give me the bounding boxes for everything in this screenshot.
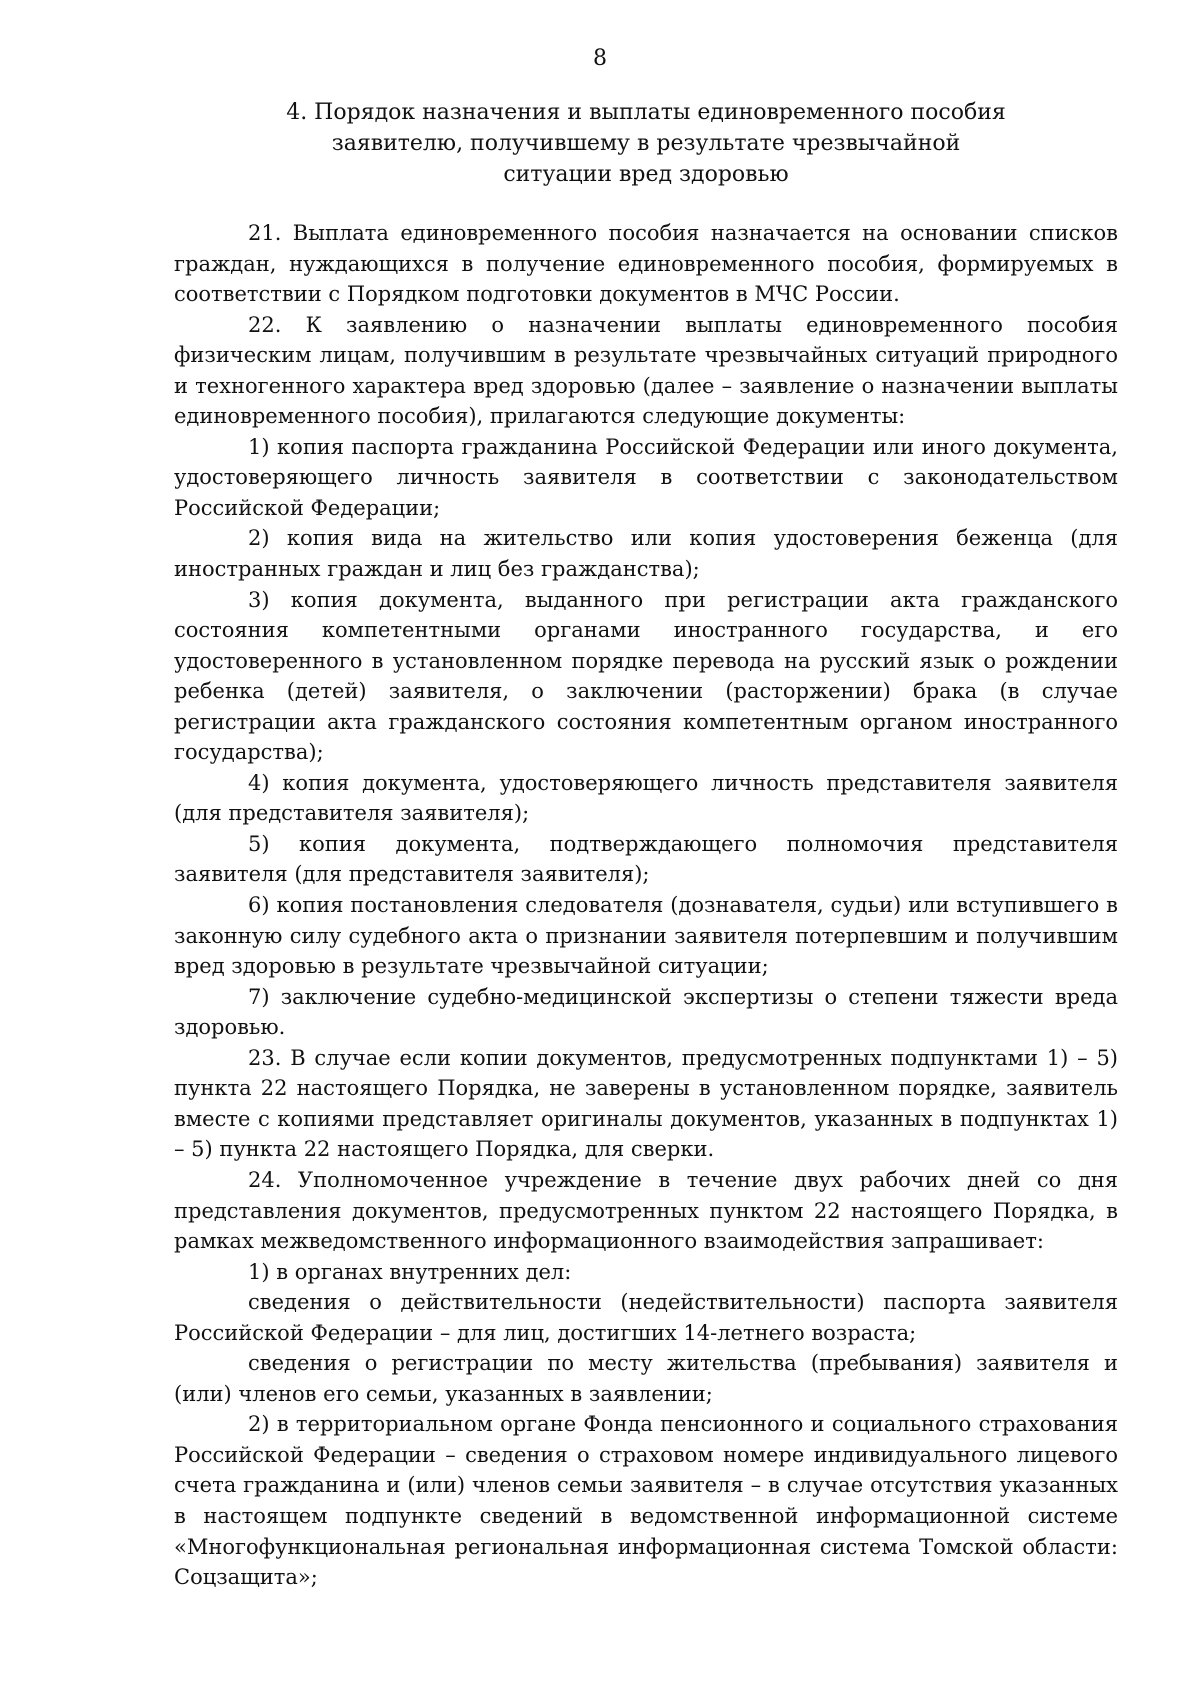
list-item-22-3: 3) копия документа, выданного при регистрации акта гражданского состояния компетентными органами иностранного государства, и его удостоверенного в установленном порядке перевода на русский язык о рождении ребенка (детей) заявителя, о заключении (расторжении) брака (в случае регистрации акта гражданского состояния компетентным органом иностранного государства); — [174, 587, 1118, 765]
list-item-22-2: 2) копия вида на жительство или копия удостоверения беженца (для иностранных граждан и лиц без гражданства); — [174, 526, 1118, 582]
list-item-22-4: 4) копия документа, удостоверяющего личность представителя заявителя (для представителя заявителя); — [174, 770, 1118, 826]
section-title — [174, 97, 1118, 190]
list-item-22-7: 7) заключение судебно-медицинской экспертизы о степени тяжести вреда здоровью. — [174, 984, 1118, 1040]
section-title-line: заявителю, получившему в результате чрезвычайной — [331, 131, 961, 156]
list-item-22-1: 1) копия паспорта гражданина Российской Федерации или иного документа, удостоверяющего личность заявителя в соответствии с законодательством Российской Федерации; — [174, 434, 1118, 520]
section-title-line: ситуации вред здоровью — [503, 162, 789, 187]
page-number: 8 — [593, 46, 607, 71]
paragraph-22: 22. К заявлению о назначении выплаты единовременного пособия физическим лицам, получившим в результате чрезвычайных ситуаций природного и техногенного характера вред здоровью (далее – заявление о назначении выплаты единовременного пособия), прилагаются следующие документы: — [174, 312, 1118, 429]
paragraph-21: 21. Выплата единовременного пособия назначается на основании списков граждан, нуждающихся в получение единовременного пособия, формируемых в соответствии с Порядком подготовки документов в МЧС России. — [174, 221, 1118, 307]
list-item-24-1-b: сведения о регистрации по месту жительства (пребывания) заявителя и (или) членов его семьи, указанных в заявлении; — [174, 1351, 1118, 1406]
list-item-24-1-a: сведения о действительности (недействительности) паспорта заявителя Российской Федерации – для лиц, достигших 14-летнего возраста; — [174, 1290, 1118, 1345]
section-title-line: 4. Порядок назначения и выплаты единовременного пособия — [286, 100, 1006, 125]
list-item-24-1: 1) в органах внутренних дел: — [248, 1259, 572, 1284]
list-item-24-2: 2) в территориальном органе Фонда пенсионного и социального страхования Российской Федерации – сведения о страховом номере индивидуального лицевого счета гражданина и (или) членов семьи заявителя – в случае отсутствия указанных в настоящем подпункте сведений в ведомственной информационной системе «Многофункциональная региональная информационная система Томской области: Соцзащита»; — [174, 1412, 1118, 1590]
list-item-22-6: 6) копия постановления следователя (дознавателя, судьи) или вступившего в законную силу судебного акта о признании заявителя потерпевшим и получившим вред здоровью в результате чрезвычайной ситуации; — [174, 893, 1118, 979]
list-item-22-5: 5) копия документа, подтверждающего полномочия представителя заявителя (для представителя заявителя); — [174, 831, 1118, 887]
document-body — [174, 218, 1118, 1593]
paragraph-23: 23. В случае если копии документов, предусмотренных подпунктами 1) – 5) пункта 22 настоящего Порядка, не заверены в установленном порядке, заявитель вместе с копиями представляет оригиналы документов, указанных в подпунктах 1) – 5) пункта 22 настоящего Порядка, для сверки. — [174, 1045, 1118, 1162]
paragraph-24: 24. Уполномоченное учреждение в течение двух рабочих дней со дня представления документов, предусмотренных пунктом 22 настоящего Порядка, в рамках межведомственного информационного взаимодействия запрашивает: — [174, 1167, 1118, 1254]
